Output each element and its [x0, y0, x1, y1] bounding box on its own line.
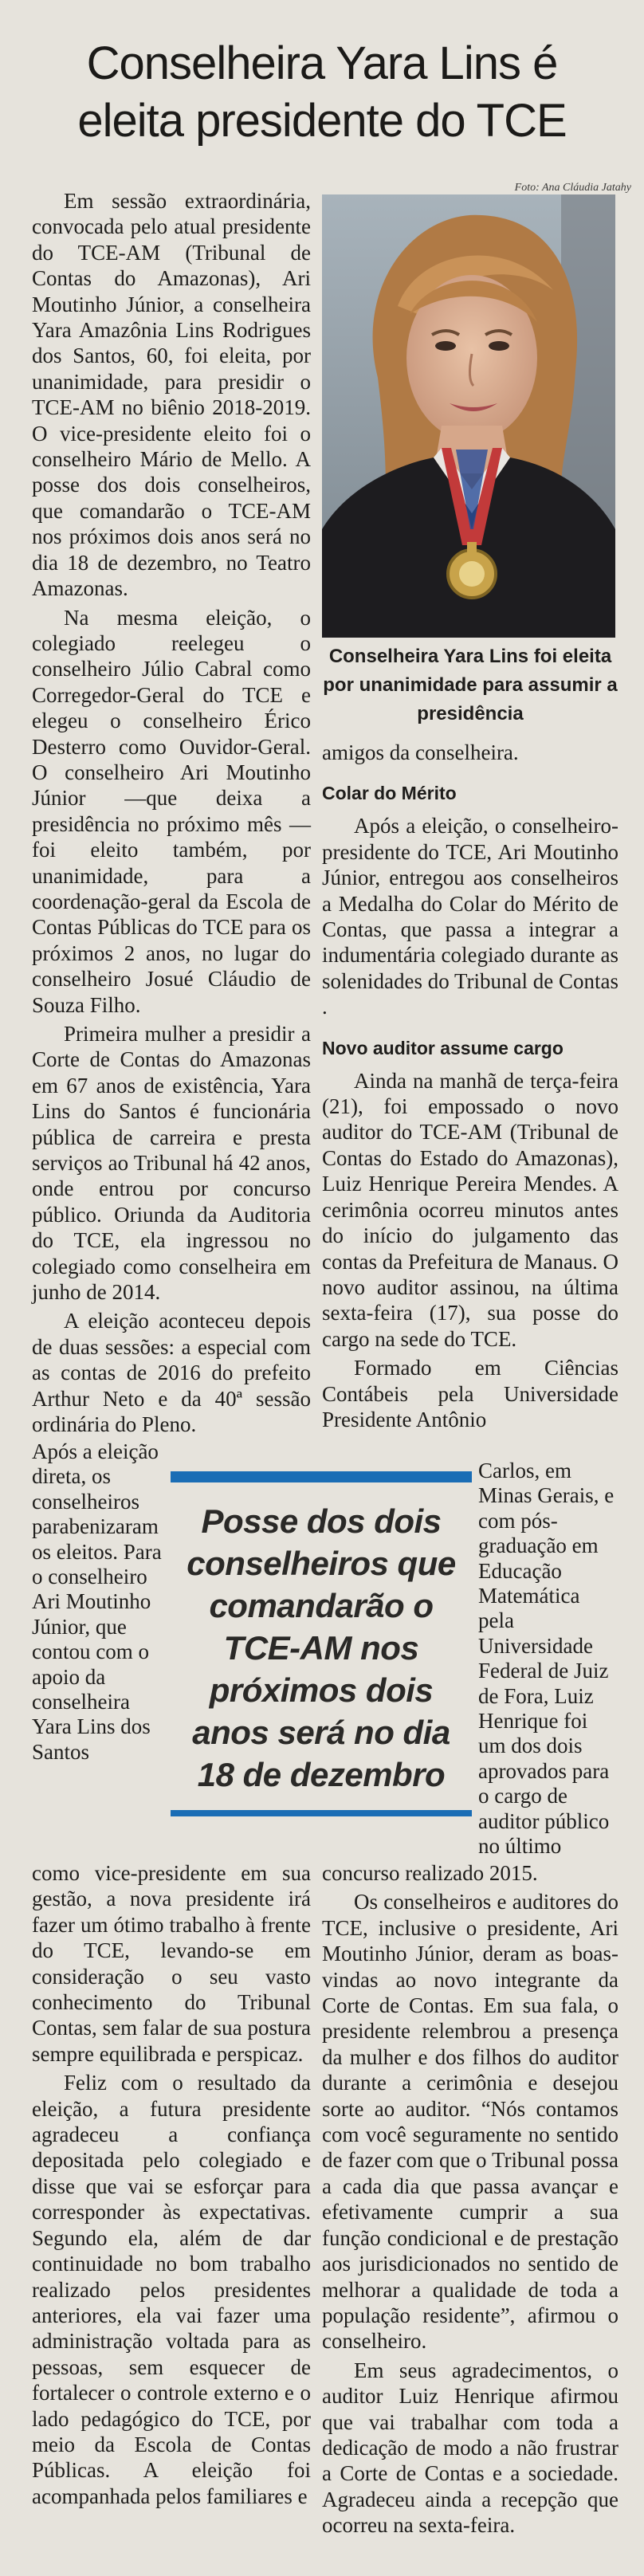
paragraph: Formado em Ciências Contábeis pela Universidade Presidente Antônio: [322, 1356, 618, 1431]
subheading: Novo auditor assume cargo: [322, 1037, 564, 1058]
headline: Conselheira Yara Lins é eleita presidente do TCE: [77, 37, 567, 147]
paragraph: Carlos, em Minas Gerais, e com pós-graduação em Educação Matemática pela Universidade Federal de Juiz de Fora, Luiz Henrique foi um dos dois aprovados para o cargo de auditor público no último: [478, 1459, 615, 1859]
paragraph: como vice-presidente em sua gestão, a nova presidente irá fazer um ótimo trabalho à frente do TCE, levando-se em consideração o seu vasto conhecimento do Tribunal Contas, sem falar de sua postura sempre equilibrada e perspicaz.: [32, 1861, 311, 2066]
pull-quote-rule-top: [171, 1471, 472, 1482]
paragraph: Em seus agradecimentos, o auditor Luiz Henrique afirmou que vai trabalhar com toda a dedicação de modo a não frustrar a Corte de Contas e a sociedade. Agradeceu ainda a recepção que ocorreu na sexta-feira.: [322, 2358, 618, 2538]
pull-quote-rule-bottom: [171, 1810, 472, 1816]
portrait-photo: [322, 194, 615, 638]
article-narrow-right: [478, 1459, 618, 1859]
photo-credit: Foto: Ana Cláudia Jatahy: [514, 182, 631, 194]
article-column-left: [32, 188, 311, 1438]
photo-caption: Conselheira Yara Lins foi eleita por unanimidade para assumir a presidência: [323, 646, 618, 724]
paragraph: Feliz com o resultado da eleição, a futura presidente agradeceu a confiança depositada pelo colegiado e disse que vai se esforçar para corresponder às expectativas. Segundo ela, além de dar continuidade no bom trabalho realizado pelos presidentes anteriores, ela vai fazer uma administração voltada para as pessoas, sem esquecer de fortalecer o controle externo e o lado pedagógico do TCE, por meio da Escola de Contas Públicas. A eleição foi acompanhada pelos familiares e: [32, 2071, 311, 2508]
paragraph: Primeira mulher a presidir a Corte de Contas do Amazonas em 67 anos de existência, Yara Lins do Santos é funcionária pública de carreira e presta serviços ao Tribunal há 42 anos, onde entrou por concurso público. Oriunda da Auditoria do TCE, ela ingressou no colegiado como conselheira em junho de 2014.: [32, 1022, 311, 1305]
paragraph: A eleição aconteceu depois de duas sessões: a especial com as contas de 2016 do prefeito Arthur Neto e da 40ª sessão ordinária do Pleno.: [32, 1309, 311, 1437]
article-lower-left: [32, 1860, 311, 2509]
paragraph: amigos da conselheira.: [322, 740, 519, 764]
pull-quote: [171, 1471, 472, 1816]
portrait-illustration: [322, 194, 615, 638]
paragraph: Em sessão extraordinária, convocada pelo atual presidente do TCE-AM (Tribunal de Contas do Amazonas), Ari Moutinho Júnior, a conselheira Yara Amazônia Lins Rodrigues dos Santos, 60, foi eleita, por unanimidade, para presidir o TCE-AM no biênio 2018-2019. O vice-presidente eleito foi o conselheiro Mário de Mello. A posse dos dois conselheiros, que comandarão o TCE-AM nos próximos dois anos será no dia 18 de dezembro, no Teatro Amazonas.: [32, 189, 311, 601]
paragraph: Após a eleição direta, os conselheiros parabenizaram os eleitos. Para o conselheiro Ari Moutinho Júnior, que contou com o apoio da conselheira Yara Lins dos Santos: [32, 1439, 162, 1764]
article-lower-right: [322, 1860, 618, 2539]
subheading: Colar do Mérito: [322, 783, 457, 804]
article-column-right: [322, 740, 618, 1432]
article-narrow-left: [32, 1439, 164, 1765]
paragraph: Ainda na manhã de terça-feira (21), foi empossado o novo auditor do TCE-AM (Tribunal de Contas do Estado do Amazonas), Luiz Henrique Pereira Mendes. A cerimônia ocorreu minutos antes do início do julgamento das contas da Prefeitura de Manaus. O novo auditor assinou, na última sexta-feira (17), sua posse do cargo na sede do TCE.: [322, 1068, 618, 1351]
pull-quote-text: Posse dos dois conselheiros que comandarão o TCE-AM nos próximos dois anos será no dia 18 de dezembro: [187, 1502, 456, 1793]
paragraph: Na mesma eleição, o colegiado reelegeu o conselheiro Júlio Cabral como Corregedor-Geral do TCE e elegeu o conselheiro Érico Desterro como Ouvidor-Geral. O conselheiro Ari Moutinho Júnior —que deixa a presidência no próximo mês —foi eleito também, por unanimidade, para a coordenação-geral da Escola de Contas Públicas do TCE para os próximos 2 anos, no lugar do conselheiro Josué Cláudio de Souza Filho.: [32, 605, 311, 1017]
paragraph: concurso realizado 2015.: [322, 1861, 538, 1885]
paragraph: Os conselheiros e auditores do TCE, inclusive o presidente, Ari Moutinho Júnior, deram as boas-vindas ao novo integrante da Corte de Contas. Em sua fala, o presidente relembrou a presença da mulher e dos filhos do auditor durante a cerimônia e desejou sorte ao auditor. “Nós contamos com você seguramente no sentido de fazer com que o Tribunal possa a cada dia que passa avançar e efetivamente cumprir a sua função condicional e de prestação aos jurisdicionados no sentido de melhorar a qualidade de toda a população residente”, afirmou o conselheiro.: [322, 1890, 618, 2354]
paragraph: Após a eleição, o conselheiro-presidente do TCE, Ari Moutinho Júnior, entregou aos conselheiros a Medalha do Colar do Mérito de Contas, que passa a integrar a indumentária colegiado durante as solenidades do Tribunal de Contas .: [322, 814, 618, 1019]
